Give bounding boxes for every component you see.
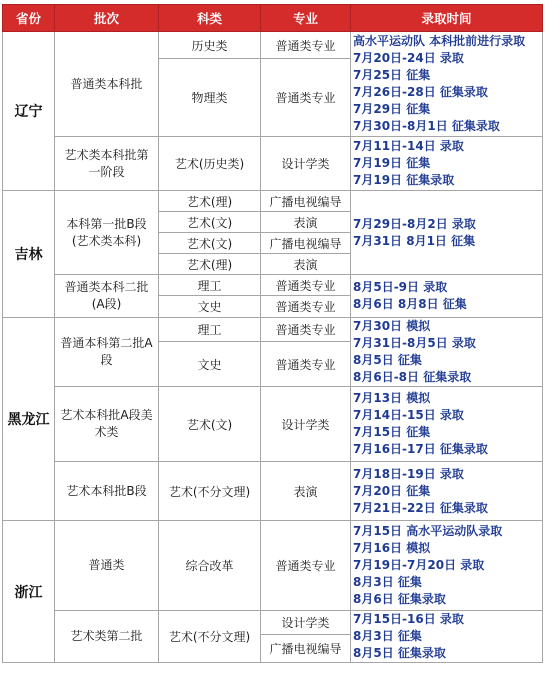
admission-time-cell xyxy=(351,275,543,318)
major-cell: 设计学类 xyxy=(261,611,351,635)
time-line: 7月29日 征集 xyxy=(353,102,431,116)
time-line: 7月26日-28日 征集录取 xyxy=(353,85,488,99)
batch-cell: 艺术本科批A段美术类 xyxy=(55,387,159,462)
time-line: 8月6日 征集录取 xyxy=(353,592,446,606)
table-row xyxy=(3,32,543,59)
province-cell: 浙江 xyxy=(3,521,55,663)
batch-cell: 艺术类本科批第一阶段 xyxy=(55,137,159,191)
major-cell: 表演 xyxy=(261,462,351,521)
admission-time-cell xyxy=(351,521,543,611)
admission-time-cell xyxy=(351,137,543,191)
admission-time-cell xyxy=(351,387,543,462)
time-line: 7月14日-15日 录取 xyxy=(353,408,464,422)
table-row xyxy=(3,387,543,462)
category-cell: 艺术(理) xyxy=(159,254,261,275)
header-major: 专业 xyxy=(261,5,351,32)
time-line: 7月20日-24日 录取 xyxy=(353,51,464,65)
time-line: 8月3日 征集 xyxy=(353,629,422,643)
major-cell: 普通类专业 xyxy=(261,342,351,387)
category-cell: 物理类 xyxy=(159,59,261,137)
batch-cell: 本科第一批B段(艺术类本科) xyxy=(55,191,159,275)
table-row xyxy=(3,521,543,611)
time-line: 7月25日 征集 xyxy=(353,68,431,82)
time-line: 7月11日-14日 录取 xyxy=(353,139,464,153)
time-line: 7月19日 征集 xyxy=(353,156,431,170)
major-cell: 设计学类 xyxy=(261,137,351,191)
category-cell: 理工 xyxy=(159,275,261,296)
header-category: 科类 xyxy=(159,5,261,32)
time-line: 8月5日 征集录取 xyxy=(353,646,446,660)
batch-cell: 艺术本科批B段 xyxy=(55,462,159,521)
time-line: 7月30日-8月1日 征集录取 xyxy=(353,119,500,133)
category-cell: 艺术(文) xyxy=(159,212,261,233)
batch-cell: 普通类 xyxy=(55,521,159,611)
table-header-row xyxy=(3,5,543,32)
province-cell: 辽宁 xyxy=(3,32,55,191)
time-line: 7月30日 模拟 xyxy=(353,319,431,333)
major-cell: 表演 xyxy=(261,254,351,275)
major-cell: 广播电视编导 xyxy=(261,191,351,212)
time-line: 7月13日 模拟 xyxy=(353,391,431,405)
major-cell: 普通类专业 xyxy=(261,59,351,137)
batch-cell: 艺术类第二批 xyxy=(55,611,159,663)
batch-cell: 普通类本科二批(A段) xyxy=(55,275,159,318)
time-line: 8月6日-8日 征集录取 xyxy=(353,370,472,384)
time-line: 7月19日 征集录取 xyxy=(353,173,455,187)
time-line: 7月31日-8月5日 录取 xyxy=(353,336,476,350)
time-line: 7月15日 征集 xyxy=(353,425,431,439)
header-province: 省份 xyxy=(3,5,55,32)
time-line: 7月29日-8月2日 录取 xyxy=(353,216,476,231)
admission-time-cell xyxy=(351,32,543,137)
time-line: 7月18日-19日 录取 xyxy=(353,466,464,481)
category-cell: 综合改革 xyxy=(159,521,261,611)
major-cell: 普通类专业 xyxy=(261,275,351,296)
time-line: 7月15日 高水平运动队录取 xyxy=(353,524,503,538)
time-line: 8月3日 征集 xyxy=(353,575,422,589)
category-cell: 艺术(文) xyxy=(159,233,261,254)
header-batch: 批次 xyxy=(55,5,159,32)
table-row xyxy=(3,462,543,521)
time-line: 7月20日 征集 xyxy=(353,483,431,498)
category-cell: 艺术(不分文理) xyxy=(159,462,261,521)
major-cell: 普通类专业 xyxy=(261,318,351,342)
admission-time-cell xyxy=(351,611,543,663)
category-cell: 文史 xyxy=(159,296,261,318)
time-line: 7月31日 8月1日 征集 xyxy=(353,233,476,248)
category-cell: 历史类 xyxy=(159,32,261,59)
time-line: 8月6日 8月8日 征集 xyxy=(353,297,467,311)
major-cell: 广播电视编导 xyxy=(261,233,351,254)
province-cell: 黑龙江 xyxy=(3,318,55,521)
major-cell: 设计学类 xyxy=(261,387,351,462)
category-cell: 艺术(历史类) xyxy=(159,137,261,191)
table-row xyxy=(3,137,543,191)
province-cell: 吉林 xyxy=(3,191,55,318)
major-cell: 广播电视编导 xyxy=(261,635,351,663)
category-cell: 艺术(不分文理) xyxy=(159,611,261,663)
time-line: 高水平运动队 本科批前进行录取 xyxy=(353,34,526,48)
admission-time-cell xyxy=(351,318,543,387)
major-cell: 普通类专业 xyxy=(261,296,351,318)
table-row xyxy=(3,191,543,212)
category-cell: 文史 xyxy=(159,342,261,387)
admission-schedule-table xyxy=(2,4,543,663)
category-cell: 理工 xyxy=(159,318,261,342)
table-row xyxy=(3,611,543,635)
time-line: 7月21日-22日 征集录取 xyxy=(353,500,488,515)
admission-time-cell xyxy=(351,191,543,275)
time-line: 7月15日-16日 录取 xyxy=(353,612,464,626)
category-cell: 艺术(理) xyxy=(159,191,261,212)
admission-time-cell xyxy=(351,462,543,521)
time-line: 8月5日-9日 录取 xyxy=(353,280,448,294)
table-row xyxy=(3,318,543,342)
header-admission-time: 录取时间 xyxy=(351,5,543,32)
major-cell: 普通类专业 xyxy=(261,32,351,59)
major-cell: 普通类专业 xyxy=(261,521,351,611)
category-cell: 艺术(文) xyxy=(159,387,261,462)
time-line: 8月5日 征集 xyxy=(353,353,422,367)
batch-cell: 普通类本科批 xyxy=(55,32,159,137)
time-line: 7月19日-7月20日 录取 xyxy=(353,558,485,572)
table-row xyxy=(3,275,543,296)
time-line: 7月16日 模拟 xyxy=(353,541,431,555)
batch-cell: 普通本科第二批A段 xyxy=(55,318,159,387)
time-line: 7月16日-17日 征集录取 xyxy=(353,442,488,456)
major-cell: 表演 xyxy=(261,212,351,233)
